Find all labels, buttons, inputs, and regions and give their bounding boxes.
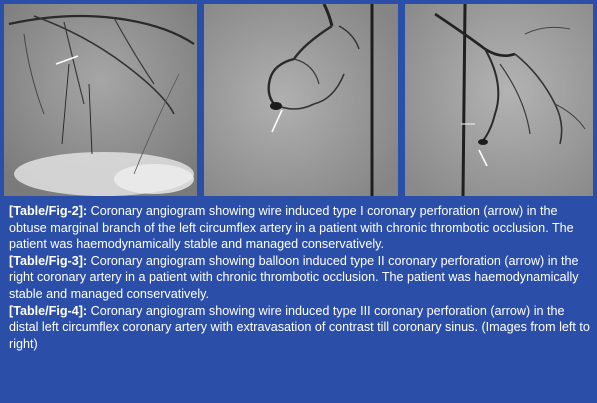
angiogram-fig-2-graphic <box>4 4 197 196</box>
caption-text-fig-4: Coronary angiogram showing wire induced type III coronary perforation (arrow) in the distal left circumflex coronary artery with extravasation of contrast till coronary sinus. (Images from left to right) <box>9 303 590 351</box>
caption-ref-fig-2: [Table/Fig-2]: <box>9 204 88 218</box>
angiogram-image-fig-4 <box>405 4 593 196</box>
caption-ref-fig-4: [Table/Fig-4]: <box>9 303 88 318</box>
angiogram-fig-4-graphic <box>405 4 593 196</box>
caption-fig-2 <box>9 203 592 253</box>
angiogram-fig-3-graphic <box>204 4 398 196</box>
angiogram-image-fig-3 <box>204 4 398 196</box>
caption-text-fig-2: Coronary angiogram showing wire induced type I coronary perforation (arrow) in the obtuse marginal branch of the left circumflex artery in a patient with chronic thrombotic occlusion. The patient was haemodynamically stable and managed conservatively. <box>9 204 574 252</box>
angiogram-image-fig-2 <box>4 4 197 196</box>
figure-caption <box>9 203 592 352</box>
caption-ref-fig-3: [Table/Fig-3]: <box>9 253 88 268</box>
angiogram-row <box>4 4 593 196</box>
caption-text-fig-3: Coronary angiogram showing balloon induced type II coronary perforation (arrow) in the right coronary artery in a patient with chronic thrombotic occlusion. The patient was haemodynamically stable and managed conservatively. <box>9 253 579 301</box>
caption-fig-4 <box>9 303 592 353</box>
caption-fig-3 <box>9 253 592 303</box>
